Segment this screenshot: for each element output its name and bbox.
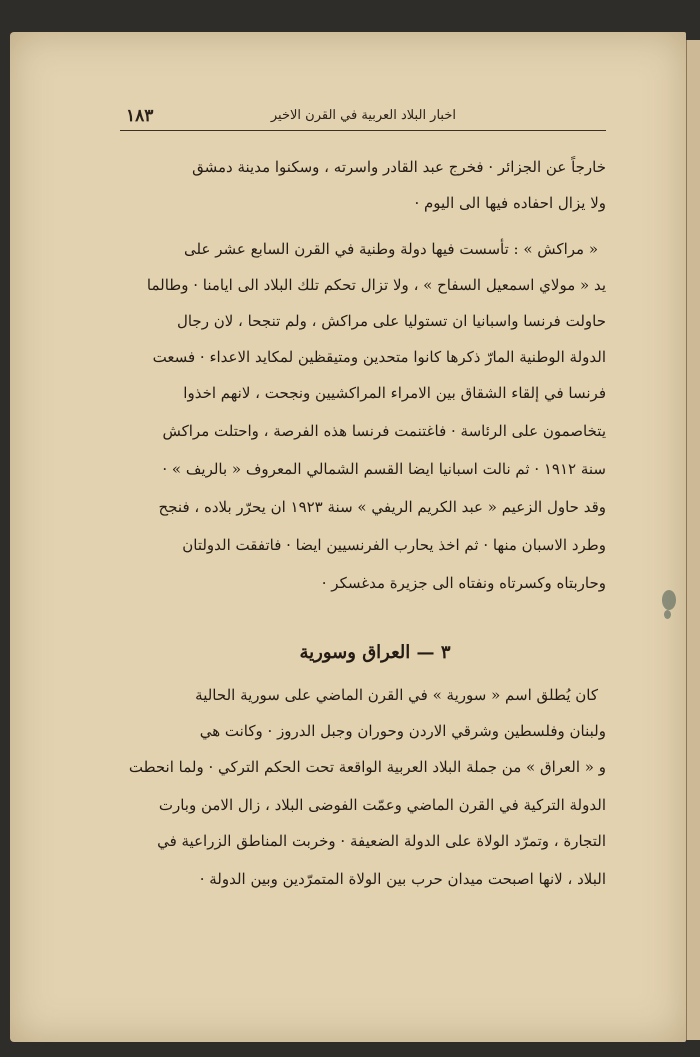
- text-line: ولا يزال احفاده فيها الى اليوم ·: [414, 194, 606, 212]
- running-title: اخبار البلاد العربية في القرن الاخير: [270, 108, 456, 123]
- text-line: خارجاً عن الجزائر · فخرج عبد القادر واسرته ، وسكنوا مدينة دمشق: [192, 158, 606, 176]
- text-line: و « العراق » من جملة البلاد العربية الواقعة تحت الحكم التركي · ولما انحطت: [128, 758, 606, 776]
- text-line: الدولة الوطنية المارّ ذكرها كانوا متحدين ومتيقظين لمكايد الاعداء · فسعت: [152, 348, 606, 366]
- text-line: التجارة ، وتمرّد الولاة على الدولة الضعيفة · وخربت المناطق الزراعية في: [157, 832, 606, 850]
- text-line: البلاد ، لانها اصبحت ميدان حرب بين الولاة المتمرّدين وبين الدولة ·: [199, 870, 606, 888]
- text-line: كان يُطلق اسم « سورية » في القرن الماضي على سورية الحالية: [195, 686, 598, 704]
- text-line: سنة ١٩١٢ · ثم نالت اسبانيا ايضا القسم الشمالي المعروف « بالريف » ·: [162, 460, 606, 478]
- body-text-section-2: [126, 686, 606, 906]
- page-number: ١٨٣: [126, 106, 154, 126]
- text-line: وحاربتاه وكسرتاه ونفتاه الى جزيرة مدغسكر ·: [321, 574, 606, 592]
- ink-stain: [664, 610, 671, 619]
- text-line: يد « مولاي اسمعيل السفاح » ، ولا تزال تحكم تلك البلاد الى ايامنا · وطالما: [146, 276, 606, 294]
- text-line: يتخاصمون على الرئاسة · فاغتنمت فرنسا هذه الفرصة ، واحتلت مراكش: [162, 422, 606, 440]
- ink-stain: [662, 590, 676, 610]
- page-header: [120, 104, 606, 131]
- text-line: وقد حاول الزعيم « عبد الكريم الريفي » سنة ١٩٢٣ ان يحرّر بلاده ، فنجح: [158, 498, 606, 516]
- text-line: « مراكش » : تأسست فيها دولة وطنية في القرن السابع عشر على: [184, 240, 598, 258]
- body-text-section-1: [126, 150, 606, 630]
- text-line: وطرد الاسبان منها · ثم اخذ يحارب الفرنسيين ايضا · فاتفقت الدولتان: [182, 536, 606, 554]
- text-line: حاولت فرنسا واسبانيا ان تستوليا على مراكش ، ولم تنجحا ، لان رجال: [176, 312, 606, 330]
- text-line: الدولة التركية في القرن الماضي وعمّت الفوضى البلاد ، زال الامن وبارت: [158, 796, 606, 814]
- section-heading: ٣ — العراق وسورية: [299, 642, 451, 663]
- text-line: ولبنان وفلسطين وشرقي الاردن وحوران وجبل الدروز · وكانت هي: [199, 722, 606, 740]
- text-line: فرنسا في إلقاء الشقاق بين الامراء المراكشيين ونجحت ، لانهم اخذوا: [183, 384, 606, 402]
- facing-page-edge: [686, 40, 700, 1040]
